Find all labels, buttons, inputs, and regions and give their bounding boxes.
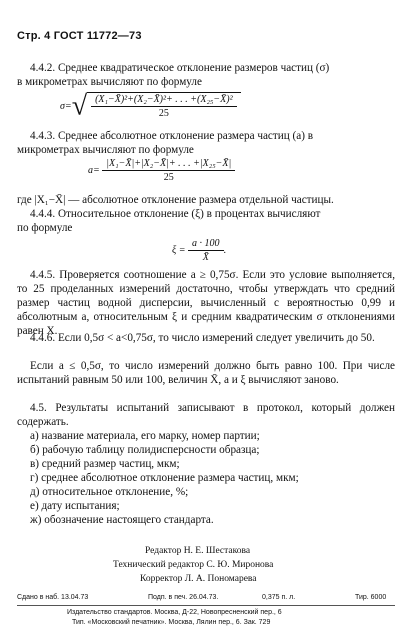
p45: 4.5. Результаты испытаний записывают в протокол, который должен содержать.: [17, 402, 395, 428]
xi-lhs: ξ =: [172, 244, 186, 256]
imprint-sheets: 0,375 п. л.: [262, 594, 296, 601]
p442-line2: в микрометрах вычисляют по формуле: [17, 76, 202, 88]
sigma-denominator: 25: [158, 108, 169, 119]
xi-formula: [172, 238, 226, 263]
sigma-lhs: σ=: [60, 100, 72, 112]
page-header: Стр. 4 ГОСТ 11772—73: [17, 30, 142, 42]
p445: 4.4.5. Проверяется соотношение a ≥ 0,75σ. Если это условие выполняется, то 25 проделанных измерений достаточно, чтобы утверждать что средний размер частиц водной дисперсии, вычисленный с вероятностью 0,99 и абсолютным a, относительным ξ и средним квадратическим σ отклонениями равен X.: [17, 269, 395, 337]
list-item: б) рабочую таблицу полидисперсности образца;: [30, 444, 260, 456]
credit-corrector: Корректор Л. А. Пономарева: [140, 574, 257, 584]
imprint-divider: [17, 605, 395, 606]
imprint-run: Тир. 6000: [355, 594, 387, 601]
imprint-printer: Тип. «Московский печатник». Москва, Лялин пер., 6. Зак. 729: [72, 619, 271, 626]
xi-denominator: X̄: [202, 252, 209, 263]
where-note: где |X₁−X̄| — абсолютное отклонение размера отдельной частицы.: [17, 194, 334, 206]
credit-tech-editor: Технический редактор С. Ю. Миронова: [113, 560, 274, 570]
list-item: ж) обозначение настоящего стандарта.: [30, 514, 214, 526]
p444-line1: 4.4.4. Относительное отклонение (ξ) в процентах вычисляют: [30, 208, 321, 220]
p444-line2: по формуле: [17, 222, 73, 234]
xi-numerator: a · 100: [188, 238, 224, 251]
p442-line1: 4.4.2. Среднее квадратическое отклонение размеров частиц (σ): [30, 62, 330, 74]
abs-denominator: 25: [163, 172, 174, 183]
list-item: а) название материала, его марку, номер партии;: [30, 430, 260, 442]
abs-numerator: |X₁−X̄|+|X₂−X̄|+ . . . +|X₂₅−X̄|: [102, 158, 235, 171]
p443-line1: 4.4.3. Среднее абсолютное отклонение размера частиц (a) в: [30, 130, 314, 142]
p443-line2: микрометрах вычисляют по формуле: [17, 144, 194, 156]
list-item: е) дату испытания;: [30, 500, 120, 512]
list-item: д) относительное отклонение, %;: [30, 486, 189, 498]
abs-lhs: a=: [88, 164, 100, 176]
sqrt-symbol: √: [71, 90, 88, 122]
imprint-sent: Сдано в наб. 13.04.73: [17, 594, 89, 601]
p446b: Если a ≤ 0,5σ, то число измерений должно быть равно 100. При числе испытаний равным 50 или 100, величин X̄, a и ξ вычисляют заново.: [17, 360, 395, 386]
sigma-numerator: (X₁−X̄)²+(X₂−X̄)²+ . . . +(X₂₅−X̄)²: [91, 94, 237, 107]
list-item: в) средний размер частиц, мкм;: [30, 458, 180, 470]
p446: 4.4.6. Если 0,5σ < a<0,75σ, то число измерений следует увеличить до 50.: [30, 332, 375, 344]
list-item: г) среднее абсолютное отклонение размера частиц, мкм;: [30, 472, 299, 484]
imprint-publisher: Издательство стандартов. Москва, Д-22, Новопресненский пер., 6: [67, 609, 282, 616]
abs-formula: [88, 158, 235, 183]
imprint-signed: Подп. в печ. 26.04.73.: [148, 594, 219, 601]
sigma-formula: [60, 92, 241, 121]
xi-end: .: [223, 244, 227, 256]
credit-editor: Редактор Н. Е. Шестакова: [145, 546, 251, 556]
